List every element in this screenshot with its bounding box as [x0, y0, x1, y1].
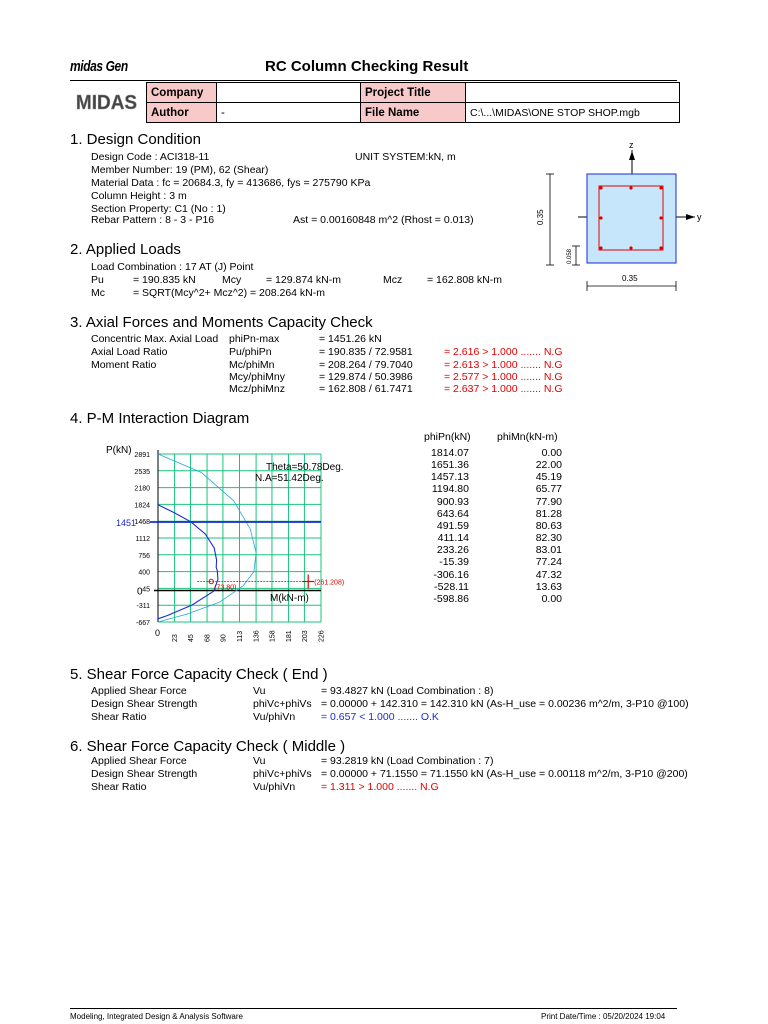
check-label: Axial Load Ratio	[91, 346, 168, 358]
check-symbol: Mc/phiMn	[229, 359, 275, 371]
pm-table-m: 22.00	[535, 459, 562, 472]
pm-table-p: 900.93	[436, 495, 469, 508]
shear-label: Design Shear Strength	[91, 698, 198, 710]
footer-right: Print Date/Time : 05/20/2024 19:04	[541, 1012, 666, 1021]
y-tick-label: 400	[138, 569, 150, 577]
midas-logo-text: MIDAS	[75, 91, 138, 115]
check-label: Moment Ratio	[91, 359, 157, 371]
x-tick-label: 90	[220, 634, 228, 642]
section-diagram	[530, 138, 710, 298]
pm-table-row	[412, 520, 562, 532]
pm-table-p: 491.59	[436, 519, 469, 532]
pm-table-row	[412, 483, 562, 495]
x-tick-label: 203	[301, 630, 309, 642]
mcy-label: Mcy	[222, 274, 242, 286]
author-label: Author	[147, 103, 217, 123]
mcz-value: = 162.808 kN-m	[427, 274, 502, 286]
height-dim-label: 0.35	[536, 209, 545, 225]
y-tick-label: -311	[136, 603, 150, 611]
x-tick-label: 158	[269, 630, 277, 642]
x-tick-label: 136	[253, 630, 261, 642]
y-tick-label: 2891	[134, 452, 150, 459]
section4-heading: 4. P-M Interaction Diagram	[70, 410, 250, 427]
mc-value: = SQRT(Mcy^2+ Mcz^2) = 208.264 kN-m	[133, 287, 326, 299]
footer-rule	[70, 1008, 677, 1009]
author-value: -	[217, 103, 361, 123]
check-result: = 2.613 > 1.000 ....... N.G	[444, 359, 563, 371]
pm-table-row	[412, 459, 562, 471]
check-result: = 2.577 > 1.000 ....... N.G	[444, 371, 563, 383]
file-name-value: C:\...\MIDAS\ONE STOP SHOP.mgb	[466, 103, 680, 123]
pm-table-p: -306.16	[433, 568, 469, 581]
check-symbol: Mcz/phiMnz	[229, 383, 286, 395]
header-table	[70, 82, 680, 123]
x-tick-label: 68	[204, 634, 212, 642]
pm-table-m: 80.63	[535, 519, 562, 532]
shear-symbol: phiVc+phiVs	[253, 768, 312, 780]
check-symbol: phiPn-max	[229, 333, 280, 345]
rebar-pattern: Rebar Pattern : 8 - 3 - P16	[91, 214, 215, 226]
mcz-label: Mcz	[383, 274, 403, 286]
pm-table-row	[412, 532, 562, 544]
header-rule	[70, 80, 677, 81]
pu-value: = 190.835 kN	[133, 274, 196, 286]
pm-table-m: 45.19	[535, 471, 562, 484]
shear-label: Shear Ratio	[91, 711, 147, 723]
section3-heading: 3. Axial Forces and Moments Capacity Check	[70, 314, 373, 331]
section1-heading: 1. Design Condition	[70, 131, 201, 148]
x-tick-label: 0	[155, 628, 161, 638]
pm-table-row	[412, 508, 562, 520]
pm-table-m: 77.24	[535, 556, 562, 569]
x-tick-label: 45	[187, 634, 195, 642]
pm-table-header-m: phiMn(kN-m)	[497, 431, 558, 443]
ast-value: Ast = 0.00160848 m^2 (Rhost = 0.013)	[293, 214, 474, 226]
y-arrow	[686, 214, 695, 220]
pm-table-p: 233.26	[436, 544, 469, 557]
check-result: = 2.637 > 1.000 ....... N.G	[444, 383, 563, 395]
shear-label: Shear Ratio	[91, 781, 147, 793]
project-title-value	[466, 83, 680, 103]
theta-annotation: Theta=50.78Deg.	[266, 462, 344, 473]
rebar	[629, 246, 632, 249]
z-arrow	[629, 151, 635, 160]
x-tick-label: 113	[237, 630, 244, 642]
rebar	[599, 216, 602, 219]
pm-table-row	[412, 544, 562, 556]
check-symbol: Mcy/phiMny	[229, 371, 286, 383]
shear-label: Design Shear Strength	[91, 768, 198, 780]
pm-table-p: 1457.13	[431, 471, 469, 484]
rebar	[659, 216, 662, 219]
material-data: Material Data : fc = 20684.3, fy = 413686, fys = 275790 KPa	[91, 177, 371, 189]
z-label: z	[629, 140, 634, 150]
x-axis-label: M(kN-m)	[270, 593, 309, 604]
y-tick-label: 756	[138, 552, 150, 560]
pm-table-m: 13.63	[535, 580, 562, 593]
section5-heading: 5. Shear Force Capacity Check ( End )	[70, 666, 328, 683]
column-height: Column Height : 3 m	[91, 190, 187, 202]
shear-expression: = 0.00000 + 71.1550 = 71.1550 kN (As-H_use = 0.00118 m^2/m, 3-P10 @200)	[321, 768, 688, 780]
pm-table-row	[412, 447, 562, 459]
pm-table-row	[412, 496, 562, 508]
shear-expression: = 93.4827 kN (Load Combination : 8)	[321, 685, 494, 697]
rebar	[659, 246, 662, 249]
y-tick-label: 2180	[134, 485, 150, 493]
pm-interaction-chart	[100, 438, 365, 643]
file-name-label: File Name	[361, 103, 466, 123]
pm-table-row	[412, 471, 562, 483]
pm-table-p: 1814.07	[431, 447, 469, 459]
shear-expression: = 0.00000 + 142.310 = 142.310 kN (As-H_use = 0.00236 m^2/m, 3-P10 @100)	[321, 698, 689, 710]
pm-table-m: 0.00	[541, 592, 562, 605]
project-title-label: Project Title	[361, 83, 466, 103]
check-result: = 2.616 > 1.000 ....... N.G	[444, 346, 563, 358]
pm-table-row	[412, 593, 562, 605]
section2-heading: 2. Applied Loads	[70, 241, 181, 258]
pm-table-p: 1194.80	[431, 483, 469, 496]
rebar	[659, 186, 662, 189]
shear-symbol: Vu	[253, 755, 266, 767]
design-code: Design Code : ACI318-11	[91, 151, 210, 163]
pm-table-p: -528.11	[434, 580, 469, 593]
pm-table-p: -15.39	[439, 556, 469, 569]
y-tick-label: 1468	[134, 519, 150, 527]
check-expression: = 190.835 / 72.9581	[319, 346, 413, 358]
unit-system: UNIT SYSTEM:kN, m	[355, 151, 456, 163]
shear-label: Applied Shear Force	[91, 685, 187, 697]
neutral-axis-annotation: N.A=51.42Deg.	[255, 473, 324, 484]
pm-table-row	[412, 581, 562, 593]
y-tick-label: 45	[142, 586, 150, 594]
y-tick-label: 2535	[134, 468, 150, 476]
y-tick-label: 1112	[135, 536, 150, 543]
shear-expression: = 1.311 > 1.000 ....... N.G	[321, 781, 439, 793]
demand-point-label: (261.208)	[314, 579, 345, 587]
section-property: Section Property: C1 (No : 1)	[91, 203, 226, 215]
shear-label: Applied Shear Force	[91, 755, 187, 767]
x-tick-label: 226	[318, 630, 326, 642]
y-label: y	[697, 212, 702, 222]
max-axial-marker: 1451	[116, 517, 137, 528]
midas-logo	[70, 83, 147, 123]
pm-table-m: 77.90	[535, 495, 562, 508]
pm-table-row	[412, 569, 562, 581]
y-tick-label: -667	[135, 620, 150, 627]
pu-label: Pu	[91, 274, 104, 286]
shear-symbol: Vu/phiVn	[253, 711, 296, 723]
pm-table-p: 1651.36	[431, 459, 469, 472]
check-label: Concentric Max. Axial Load	[91, 333, 219, 345]
pm-table-p: 643.64	[436, 507, 469, 520]
pm-table-p: -598.86	[433, 592, 469, 605]
width-dim-label: 0.35	[622, 274, 638, 283]
check-expression: = 208.264 / 79.7040	[319, 359, 413, 371]
shear-symbol: phiVc+phiVs	[253, 698, 312, 710]
pm-table-p: 411.14	[437, 532, 469, 545]
cover-dim-label: 0.058	[567, 248, 573, 264]
x-tick-label: 23	[172, 634, 180, 642]
company-value	[217, 83, 361, 103]
mc-label: Mc	[91, 287, 105, 299]
shear-symbol: Vu	[253, 685, 266, 697]
rebar	[629, 186, 632, 189]
section6-heading: 6. Shear Force Capacity Check ( Middle )	[70, 738, 346, 755]
check-expression: = 162.808 / 61.7471	[319, 383, 413, 395]
rebar	[599, 186, 602, 189]
pm-table-m: 65.77	[535, 483, 562, 496]
pm-table-m: 47.32	[535, 568, 562, 581]
page-title: RC Column Checking Result	[265, 58, 469, 75]
mcy-value: = 129.874 kN-m	[266, 274, 341, 286]
x-tick-label: 181	[286, 630, 294, 642]
pm-table-row	[412, 556, 562, 568]
pm-table-m: 83.01	[535, 544, 562, 557]
pm-table-header-p: phiPn(kN)	[424, 431, 471, 443]
brand-label: midas Gen	[70, 58, 128, 75]
pm-table-m: 82.30	[535, 532, 562, 545]
y-axis-label: P(kN)	[106, 445, 132, 456]
pm-table-m: 81.28	[535, 507, 562, 520]
member-number: Member Number: 19 (PM), 62 (Shear)	[91, 164, 269, 176]
company-label: Company	[147, 83, 217, 103]
shear-expression: = 93.2819 kN (Load Combination : 7)	[321, 755, 494, 767]
shear-symbol: Vu/phiVn	[253, 781, 296, 793]
footer-left: Modeling, Integrated Design & Analysis Software	[70, 1012, 243, 1021]
zero-marker: 0	[137, 586, 143, 598]
load-combination: Load Combination : 17 AT (J) Point	[91, 261, 254, 273]
check-symbol: Pu/phiPn	[229, 346, 272, 358]
shear-expression: = 0.657 < 1.000 ....... O.K	[321, 711, 439, 723]
check-expression: = 1451.26 kN	[319, 333, 382, 345]
pm-table	[412, 447, 562, 605]
rebar	[599, 246, 602, 249]
capacity-point-label: (73.80)	[214, 584, 237, 592]
pm-table-m: 0.00	[541, 447, 562, 459]
check-expression: = 129.874 / 50.3986	[319, 371, 413, 383]
y-tick-label: 1824	[134, 502, 150, 510]
